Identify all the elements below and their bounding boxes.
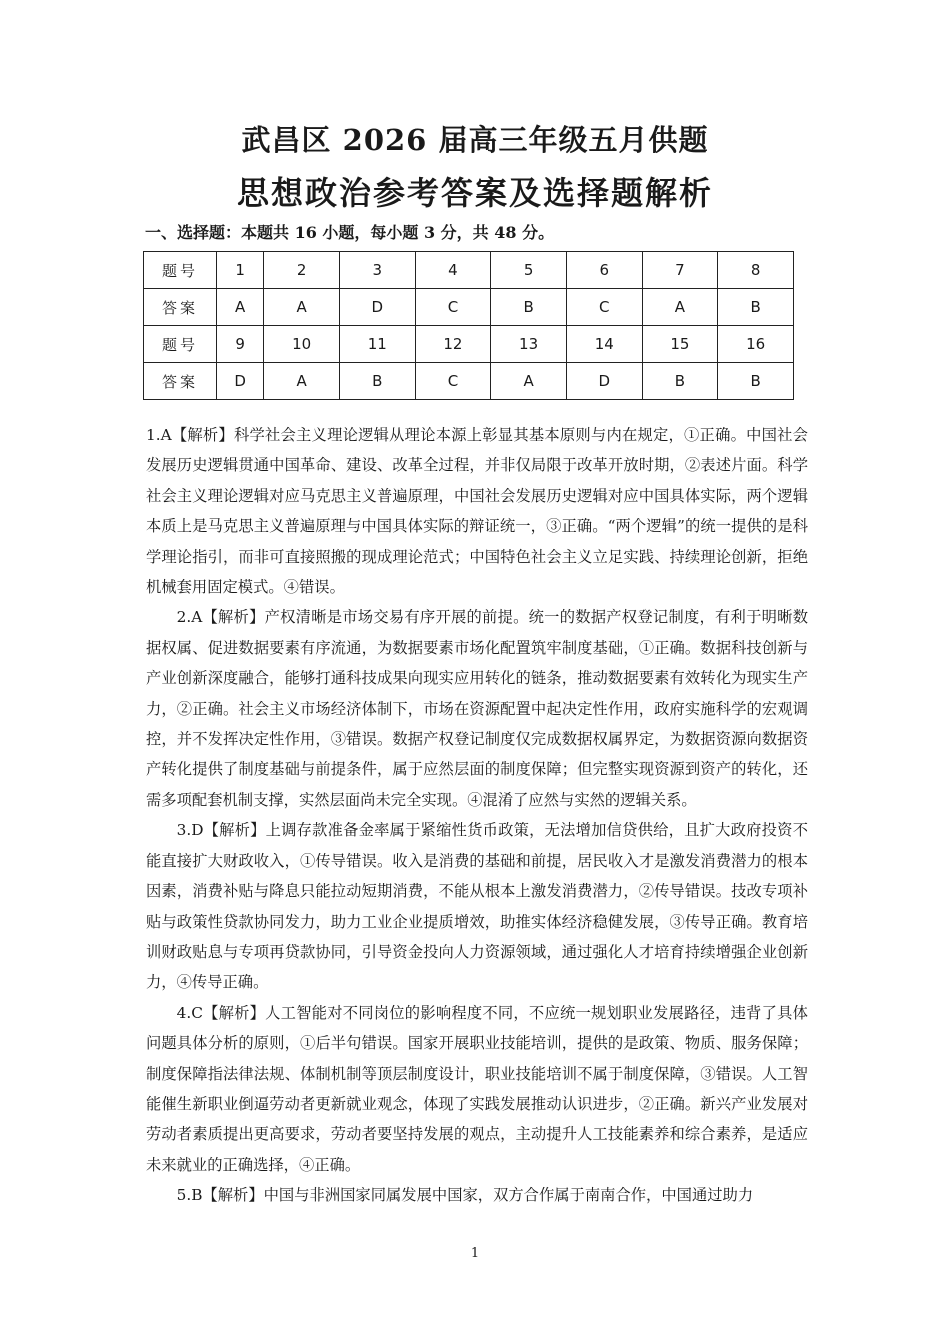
section-heading: 一、选择题：本题共 16 小题，每小题 3 分，共 48 分。 [145,223,555,242]
answer-cell: B [718,289,794,326]
explanation-paragraph [146,602,808,815]
question-number: 14 [566,326,642,363]
answer-cell: A [491,363,567,400]
answer-cell: A [642,289,718,326]
answer-cell: D [339,289,415,326]
question-number: 13 [491,326,567,363]
explanation-label: 4.C【解析】 [176,1003,266,1022]
document-title: 武昌区 2026 届高三年级五月供题 [241,123,709,157]
row-label-number: 题号 [144,326,217,363]
page-number: 1 [470,1246,480,1261]
question-number: 11 [339,326,415,363]
explanations-body [146,420,808,1211]
explanation-paragraph [146,1180,808,1210]
row-label-answer: 答案 [144,363,217,400]
explanation-paragraph [146,420,808,602]
answer-cell: C [566,289,642,326]
explanation-label: 5.B【解析】 [176,1186,264,1205]
table-row-answers-1 [144,289,794,326]
answer-cell: D [217,363,264,400]
question-number: 9 [217,326,264,363]
question-number: 8 [718,252,794,289]
question-number: 7 [642,252,718,289]
answer-cell: A [264,363,340,400]
answer-cell: B [339,363,415,400]
row-label-number: 题号 [144,252,217,289]
explanation-label: 1.A【解析】 [146,426,234,444]
explanation-text: 上调存款准备金率属于紧缩性货币政策，无法增加信贷供给，且扩大政府投资不能直接扩大财政收入，①传导错误。收入是消费的基础和前提，居民收入才是激发消费潜力的根本因素，消费补贴与降息只能拉动短期消费，不能从根本上激发消费潜力，②传导错误。技改专项补贴与政策性贷款协同发力，助力工业企业提质增效，助推实体经济稳健发展，③传导正确。教育培训财政贴息与专项再贷款协同，引导资金投向人力资源领域，通过强化人才培育持续增强企业创新力，④传导正确。 [146,821,808,992]
question-number: 6 [566,252,642,289]
explanation-text: 科学社会主义理论逻辑从理论本源上彰显其基本原则与内在规定，①正确。中国社会发展历史逻辑贯通中国革命、建设、改革全过程，并非仅局限于改革开放时期，②表述片面。科学社会主义理论逻辑对应马克思主义普遍原理，中国社会发展历史逻辑对应中国具体实际，两个逻辑本质上是马克思主义普遍原理与中国具体实际的辩证统一，③正确。“两个逻辑”的统一提供的是科学理论指引，而非可直接照搬的现成理论范式；中国特色社会主义立足实践、持续理论创新，拒绝机械套用固定模式。④错误。 [146,426,808,597]
document-subtitle: 思想政治参考答案及选择题解析 [236,174,713,212]
answer-cell: A [264,289,340,326]
explanation-paragraph [146,998,808,1180]
question-number: 12 [415,326,491,363]
answer-cell: B [491,289,567,326]
answer-cell: C [415,289,491,326]
question-number: 16 [718,326,794,363]
answer-table [143,251,794,400]
question-number: 2 [264,252,340,289]
question-number: 1 [217,252,264,289]
question-number: 10 [264,326,340,363]
explanation-text: 产权清晰是市场交易有序开展的前提。统一的数据产权登记制度，有利于明晰数据权属、促进数据要素有序流通，为数据要素市场化配置筑牢制度基础，①正确。数据科技创新与产业创新深度融合，能够打通科技成果向现实应用转化的链条，推动数据要素有效转化为现实生产力，②正确。社会主义市场经济体制下，市场在资源配置中起决定性作用，政府实施科学的宏观调控，并不发挥决定性作用，③错误。数据产权登记制度仅完成数据权属界定，为数据资源向数据资产转化提供了制度基础与前提条件，属于应然层面的制度保障；但完整实现资源到资产的转化，还需多项配套机制支撑，实然层面尚未完全实现。④混淆了应然与实然的逻辑关系。 [146,608,808,809]
table-row-numbers-2 [144,326,794,363]
answer-cell: C [415,363,491,400]
answer-cell: A [217,289,264,326]
answer-cell: B [642,363,718,400]
explanation-label: 2.A【解析】 [176,608,265,627]
answer-cell: B [718,363,794,400]
answer-cell: D [566,363,642,400]
row-label-answer: 答案 [144,289,217,326]
question-number: 5 [491,252,567,289]
table-row-numbers-1 [144,252,794,289]
explanation-label: 3.D【解析】 [176,821,266,840]
question-number: 3 [339,252,415,289]
table-row-answers-2 [144,363,794,400]
question-number: 15 [642,326,718,363]
explanation-text: 人工智能对不同岗位的影响程度不同，不应统一规划职业发展路径，违背了具体问题具体分析的原则，①后半句错误。国家开展职业技能培训，提供的是政策、物质、服务保障；制度保障指法律法规、体制机制等顶层制度设计，职业技能培训不属于制度保障，③错误。人工智能催生新职业倒逼劳动者更新就业观念，体现了实践发展推动认识进步，②正确。新兴产业发展对劳动者素质提出更高要求，劳动者要坚持发展的观点，主动提升人工技能素养和综合素养，是适应未来就业的正确选择，④正确。 [146,1003,808,1174]
explanation-paragraph [146,815,808,997]
question-number: 4 [415,252,491,289]
explanation-text: 中国与非洲国家同属发展中国家，双方合作属于南南合作，中国通过助力 [263,1186,754,1205]
